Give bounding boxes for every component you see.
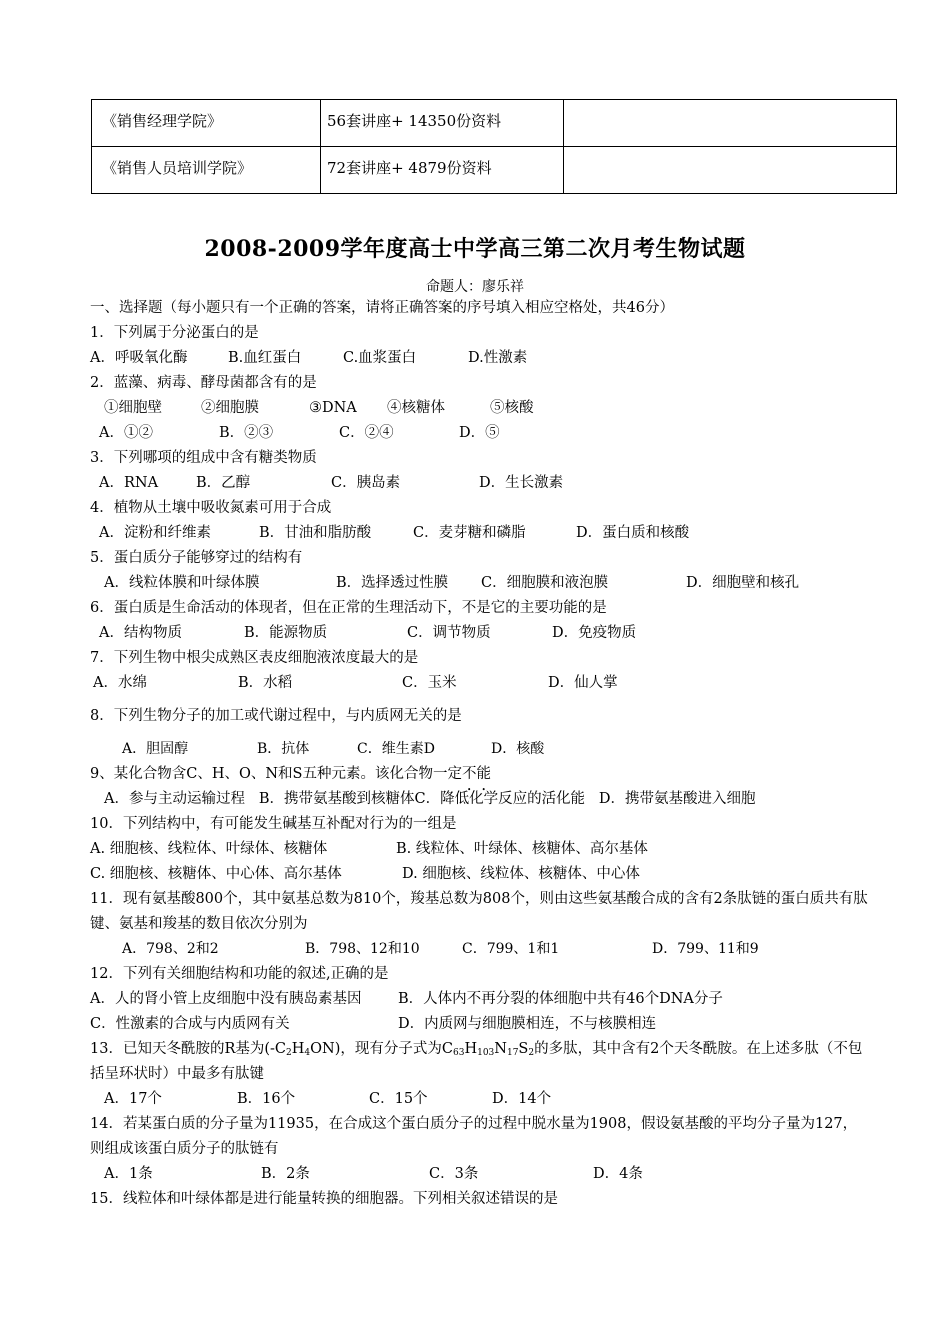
- question-options: [90, 987, 870, 1012]
- subscript: 4: [304, 1048, 311, 1058]
- question-options: [90, 521, 870, 546]
- table-cell: 《销售经理学院》: [92, 100, 321, 147]
- option-d: D．免疫物质: [552, 625, 637, 641]
- option-d: D．细胞壁和核孔: [686, 575, 800, 591]
- option-c: C.血浆蛋白: [343, 350, 417, 366]
- question-items: [90, 396, 870, 421]
- question-options: [90, 737, 870, 762]
- question-options: [90, 421, 870, 446]
- option-c: C．胰岛素: [331, 475, 401, 491]
- option-d: D.性激素: [468, 350, 528, 366]
- question-options: [90, 671, 870, 696]
- option-c: C．维生素D: [357, 741, 435, 757]
- option-a: A．1条: [104, 1166, 153, 1182]
- question-stem: 14．若某蛋白质的分子量为11935，在合成这个蛋白质分子的过程中脱水量为1908，假设氨基酸的平均分子量为127，则组成该蛋白质分子的肽链有: [90, 1116, 858, 1157]
- option-d: D. 细胞核、线粒体、核糖体、中心体: [402, 866, 640, 882]
- table-cell: 56套讲座+ 14350份资料: [321, 100, 564, 147]
- option-c: C．玉米: [402, 675, 457, 691]
- stem-text: N: [494, 1041, 507, 1057]
- option-d: D．14个: [492, 1091, 552, 1107]
- question-options: [90, 346, 870, 371]
- option-a: A．呼吸氧化酶: [90, 350, 188, 366]
- stem-text: 的多肽，其中含有2个天冬酰胺。在上述多肽（不包括呈环状时）中最多有肽键: [90, 1041, 863, 1082]
- option-d: D．蛋白质和核酸: [576, 525, 690, 541]
- exam-body: [90, 296, 870, 1212]
- option-a: A．结构物质: [99, 625, 182, 641]
- option-b: B．②③: [219, 425, 274, 441]
- emphasis-text: 能: [476, 766, 491, 782]
- resource-table: [91, 99, 897, 194]
- item: ①细胞壁: [104, 400, 162, 416]
- option-a: A．线粒体膜和叶绿体膜: [104, 575, 260, 591]
- question-options: [90, 1012, 870, 1037]
- option-a: A．胆固醇: [122, 741, 189, 757]
- table-cell: [564, 147, 897, 194]
- option-a: A．水绵: [93, 675, 147, 691]
- question-stem: 11．现有氨基酸800个，其中氨基总数为810个，羧基总数为808个，则由这些氨基酸合成的含有2条肽链的蛋白质共有肽键、氨基和羧基的数目依次分别为: [90, 891, 868, 932]
- stem-text: H: [464, 1041, 478, 1057]
- option-c: C．麦芽糖和磷脂: [413, 525, 526, 541]
- stem-text: 13．已知天冬酰胺的R基为(-C: [90, 1041, 287, 1057]
- option-d: D．799、11和9: [652, 941, 759, 957]
- option-b: B．人体内不再分裂的体细胞中共有46个DNA分子: [398, 991, 723, 1007]
- option-a: A. 细胞核、线粒体、叶绿体、核糖体: [90, 841, 328, 857]
- emphasis-text: 不: [461, 766, 477, 782]
- option-b: B．2条: [261, 1166, 310, 1182]
- question-stem: 15．线粒体和叶绿体都是进行能量转换的细胞器。下列相关叙述错误的是: [90, 1191, 558, 1207]
- item: ③DNA: [309, 400, 357, 416]
- option-b: B．甘油和脂肪酸: [259, 525, 372, 541]
- option-d: D．4条: [593, 1166, 643, 1182]
- question-options: [90, 937, 870, 962]
- option-d: D．仙人掌: [548, 675, 618, 691]
- table-cell: 72套讲座+ 4879份资料: [321, 147, 564, 194]
- option-c: C. 细胞核、核糖体、中心体、高尔基体: [90, 866, 342, 882]
- option-b: B．水稻: [238, 675, 293, 691]
- option-b: B．乙醇: [196, 475, 251, 491]
- subscript: 63: [452, 1048, 465, 1058]
- option-b: B．16个: [237, 1091, 296, 1107]
- stem-text: ON)，现有分子式为C: [310, 1041, 453, 1057]
- question-options: [90, 471, 870, 496]
- option-c: C．3条: [429, 1166, 479, 1182]
- option-d: D．核酸: [491, 741, 545, 757]
- option-b: B．选择透过性膜: [336, 575, 449, 591]
- option-a: A．①②: [99, 425, 153, 441]
- option-b: B．携带氨基酸到核糖体: [258, 791, 415, 807]
- question-options: [90, 1087, 870, 1112]
- option-b: B．798、12和10: [305, 941, 420, 957]
- item: ④核糖体: [387, 400, 445, 416]
- question-stem: 6．蛋白质是生命活动的体现者，但在正常的生理活动下，不是它的主要功能的是: [90, 600, 607, 616]
- question-stem: 2．蓝藻、病毒、酵母菌都含有的是: [90, 375, 317, 391]
- option-a: A．17个: [104, 1091, 162, 1107]
- table-row: [92, 100, 897, 147]
- table-cell: [564, 100, 897, 147]
- question-stem: 3．下列哪项的组成中含有糖类物质: [90, 450, 317, 466]
- option-d: D．⑤: [459, 425, 500, 441]
- question-stem: 12．下列有关细胞结构和功能的叙述,正确的是: [90, 966, 389, 982]
- question-stem: 7．下列生物中根尖成熟区表皮细胞液浓度最大的是: [90, 650, 419, 666]
- option-a: A．淀粉和纤维素: [99, 525, 211, 541]
- question-stem: 10．下列结构中，有可能发生碱基互补配对行为的一组是: [90, 816, 457, 832]
- question-options: [90, 862, 870, 887]
- option-c: C．15个: [369, 1091, 428, 1107]
- subscript: 2: [286, 1048, 292, 1058]
- option-a: A．RNA: [99, 475, 159, 491]
- exam-author: 命题人：廖乐祥: [426, 279, 524, 295]
- question-stem: 4．植物从土壤中吸收氮素可用于合成: [90, 500, 332, 516]
- question-options: [90, 787, 870, 812]
- question-stem: 1．下列属于分泌蛋白的是: [90, 325, 259, 341]
- option-b: B．抗体: [257, 741, 310, 757]
- table-cell: 《销售人员培训学院》: [92, 147, 321, 194]
- subscript: 103: [477, 1048, 495, 1058]
- table-row: [92, 147, 897, 194]
- question-stem: 8．下列生物分子的加工或代谢过程中，与内质网无关的是: [90, 708, 462, 724]
- option-c: C．调节物质: [407, 625, 491, 641]
- option-c: C．性激素的合成与内质网有关: [90, 1016, 290, 1032]
- option-c: C．细胞膜和液泡膜: [481, 575, 609, 591]
- option-d: D．内质网与细胞膜相连，不与核膜相连: [398, 1016, 657, 1032]
- question-options: [90, 837, 870, 862]
- option-c: C．799、1和1: [462, 941, 560, 957]
- question-stem: 5．蛋白质分子能够穿过的结构有: [90, 550, 303, 566]
- question-options: [90, 1162, 870, 1187]
- option-b: B．能源物质: [244, 625, 328, 641]
- question-stem: [90, 1037, 870, 1087]
- option-a: A．人的肾小管上皮细胞中没有胰岛素基因: [90, 991, 362, 1007]
- option-d: D．生长激素: [479, 475, 564, 491]
- subscript: 17: [506, 1048, 519, 1058]
- option-b: B.血红蛋白: [228, 350, 302, 366]
- option-c: C．②④: [339, 425, 394, 441]
- section-header: 一、选择题（每小题只有一个正确的答案，请将正确答案的序号填入相应空格处，共46分）: [90, 300, 674, 316]
- question-options: [90, 621, 870, 646]
- stem-text: 9、某化合物含C、H、O、N和S五种元素。该化合物一定: [90, 766, 462, 782]
- question-stem: [90, 762, 870, 787]
- stem-text: S: [518, 1041, 529, 1057]
- option-a: A．参与主动运输过程: [104, 791, 245, 807]
- subscript: 2: [528, 1048, 535, 1058]
- item: ②细胞膜: [201, 400, 259, 416]
- option-c: C．降低化学反应的活化能: [414, 791, 586, 807]
- option-a: A．798、2和2: [122, 941, 219, 957]
- option-b: B. 线粒体、叶绿体、核糖体、高尔基体: [396, 841, 648, 857]
- stem-text: H: [291, 1041, 305, 1057]
- exam-title: 2008-2009学年度高士中学高三第二次月考生物试题: [204, 236, 746, 262]
- item: ⑤核酸: [490, 400, 534, 416]
- option-d: D．携带氨基酸进入细胞: [598, 791, 756, 807]
- question-options: [90, 571, 870, 596]
